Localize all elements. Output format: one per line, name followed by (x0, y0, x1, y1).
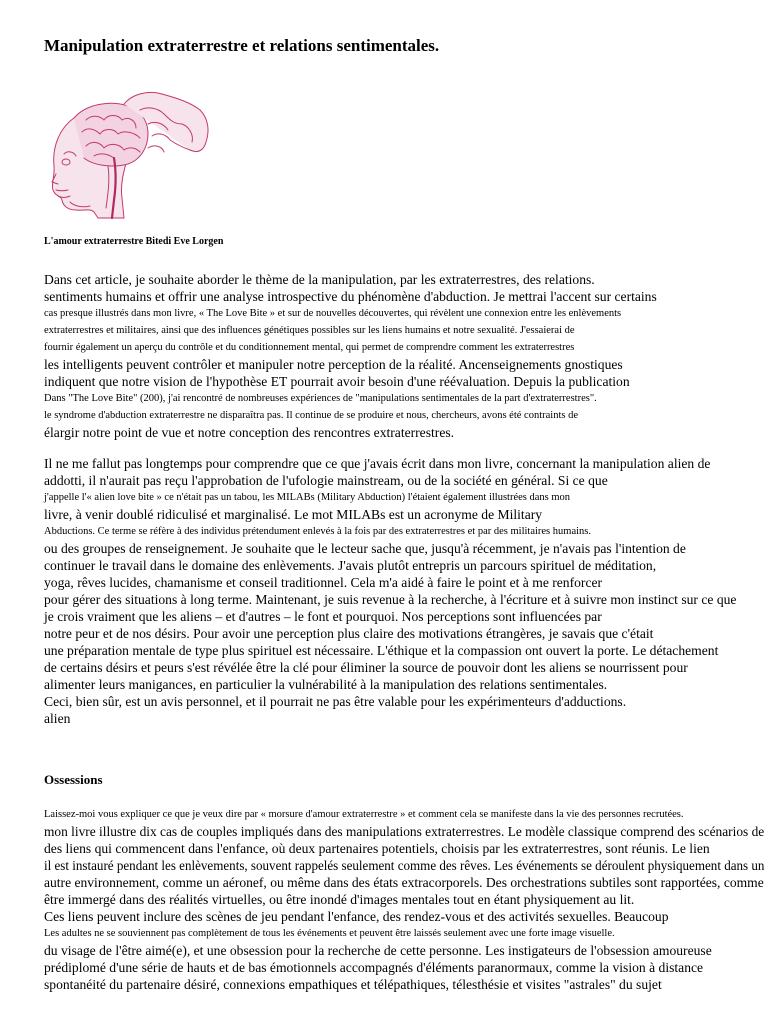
text-line: Dans cet article, je souhaite aborder le thème de la manipulation, par les extraterrestres, des relations. (44, 272, 595, 287)
text-line: je crois vraiment que les aliens – et d'autres – le font et pourquoi. Nos perceptions sont influencées par (44, 609, 602, 624)
text-line: les intelligents peuvent contrôler et manipuler notre perception de la réalité. Ancenseignements gnostiques (44, 357, 623, 372)
figure-caption: L'amour extraterrestre Bitedi Eve Lorgen (44, 236, 224, 247)
text-line: Les adultes ne se souviennent pas complètement de tous les événements et peuvent être laissés seulement avec une forte image visuelle. (44, 928, 615, 939)
text-line: Il ne me fallut pas longtemps pour comprendre que ce que j'avais écrit dans mon livre, concernant la manipulation alien de (44, 456, 711, 471)
text-line: Ceci, bien sûr, est un avis personnel, et il pourrait ne pas être valable pour les expérimenteurs d'adductions. (44, 694, 627, 709)
text-line: être immergé dans des réalités virtuelles, ou être inondé d'images mentales tout en étant physiquement au lit. (44, 892, 635, 907)
text-line: de certains désirs et peurs s'est révélée être la clé pour éliminer la source de pouvoir dont les aliens se nourrissent pour (44, 660, 688, 675)
text-line: sentiments humains et offrir une analyse introspective du phénomène d'abduction. Je mettrai l'accent sur certains (44, 289, 657, 304)
paragraph-intro (44, 271, 764, 441)
text-line: une préparation mentale de type plus spirituel est nécessaire. L'éthique et la compassion ont ouvert la porte. Le détachement (44, 643, 719, 658)
text-line: élargir notre point de vue et notre conception des rencontres extraterrestres. (44, 425, 455, 440)
document-title: Manipulation extraterrestre et relations sentimentales. (44, 36, 440, 55)
text-line: pour gérer des situations à long terme. Maintenant, je suis revenue à la recherche, à l'écriture et à suivre mon instinct sur ce que (44, 592, 737, 607)
text-line: notre peur et de nos désirs. Pour avoir une perception plus claire des motivations étrangères, je savais que c'était (44, 626, 654, 641)
text-line: indiquent que notre vision de l'hypothèse ET pourrait avoir besoin d'une réévaluation. Depuis la publication (44, 374, 630, 389)
text-line: livre, à venir doublé ridiculisé et marginalisé. Le mot MILABs est un acronyme de Military (44, 507, 543, 522)
text-line: il est instauré pendant les enlèvements, souvent rappelés seulement comme des rêves. Les événements se déroulent physiquement dans un (44, 858, 765, 873)
text-line: yoga, rêves lucides, chamanisme et conseil traditionnel. Cela m'a aidé à faire le point et à me renforcer (44, 575, 603, 590)
paragraph-milabs (44, 455, 764, 727)
text-line: extraterrestres et militaires, ainsi que des influences génétiques possibles sur les liens humains et notre sexualité. J'essaierai de (44, 325, 575, 336)
text-line: Laissez-moi vous expliquer ce que je veux dire par « morsure d'amour extraterrestre » et comment cela se manifeste dans la vie des personnes recrutées. (44, 809, 684, 820)
text-line: prédiplomé d'une série de hauts et de bas émotionnels accompagnés d'éléments paranormaux, comme la vision à distance (44, 960, 704, 975)
text-line: cas presque illustrés dans mon livre, « The Love Bite » et sur de nouvelles découvertes, qui révèlent une connexion entre les enlèvements (44, 308, 622, 319)
text-line: j'appelle l'« alien love bite » ce n'était pas un tabou, les MILABs (Military Abduction) l'étaient également illustrées dans mon (44, 492, 571, 503)
text-line: alimenter leurs manigances, en particulier la vulnérabilité à la manipulation des relations sentimentales. (44, 677, 608, 692)
text-line: fournir également un aperçu du contrôle et du conditionnement mental, qui permet de comprendre comment les extraterrestres (44, 342, 575, 353)
head-brain-hand-illustration (44, 90, 210, 220)
text-line: ou des groupes de renseignement. Je souhaite que le lecteur sache que, jusqu'à récemment, je n'avais pas l'intention de (44, 541, 686, 556)
text-line: Abductions. Ce terme se réfère à des individus prétendument enlevés à la fois par des extraterrestres et par des militaires humains. (44, 526, 591, 537)
text-line: addotti, il n'aurait pas reçu l'approbation de l'ufologie mainstream, ou de la société en général. Si ce que (44, 473, 608, 488)
text-line: du visage de l'être aimé(e), et une obsession pour la recherche de cette personne. Les instigateurs de l'obsession amoureuse (44, 943, 712, 958)
paragraph-ossessions (44, 806, 764, 993)
text-line: spontanéité du partenaire désiré, connexions empathiques et télépathiques, télesthésie et visites "astrales" du sujet (44, 977, 662, 992)
text-line: continuer le travail dans le domaine des enlèvements. J'avais plutôt entrepris un parcours spirituel de méditation, (44, 558, 657, 573)
text-line: le syndrome d'abduction extraterrestre ne disparaîtra pas. Il continue de se produire et nous, chercheurs, avons été contraints de (44, 410, 578, 421)
text-line: des liens qui commencent dans l'enfance, où deux partenaires potentiels, choisis par les extraterrestres, sont réunis. Le lien (44, 841, 710, 856)
section-heading: Ossessions (44, 772, 103, 787)
text-line: Ces liens peuvent inclure des scènes de jeu pendant l'enfance, des rendez-vous et des activités sexuelles. Beaucoup (44, 909, 669, 924)
text-line: autre environnement, comme un aéronef, ou même dans des états extracorporels. Des orchestrations subtiles sont rapportées, comme (44, 875, 764, 890)
text-line: alien (44, 711, 71, 726)
text-line: Dans "The Love Bite" (200), j'ai rencontré de nombreuses expériences de "manipulations sentimentales de la part d'extraterrestres". (44, 393, 597, 404)
text-line: mon livre illustre dix cas de couples impliqués dans des manipulations extraterrestres. Le modèle classique comprend des scénarios de (44, 824, 765, 839)
